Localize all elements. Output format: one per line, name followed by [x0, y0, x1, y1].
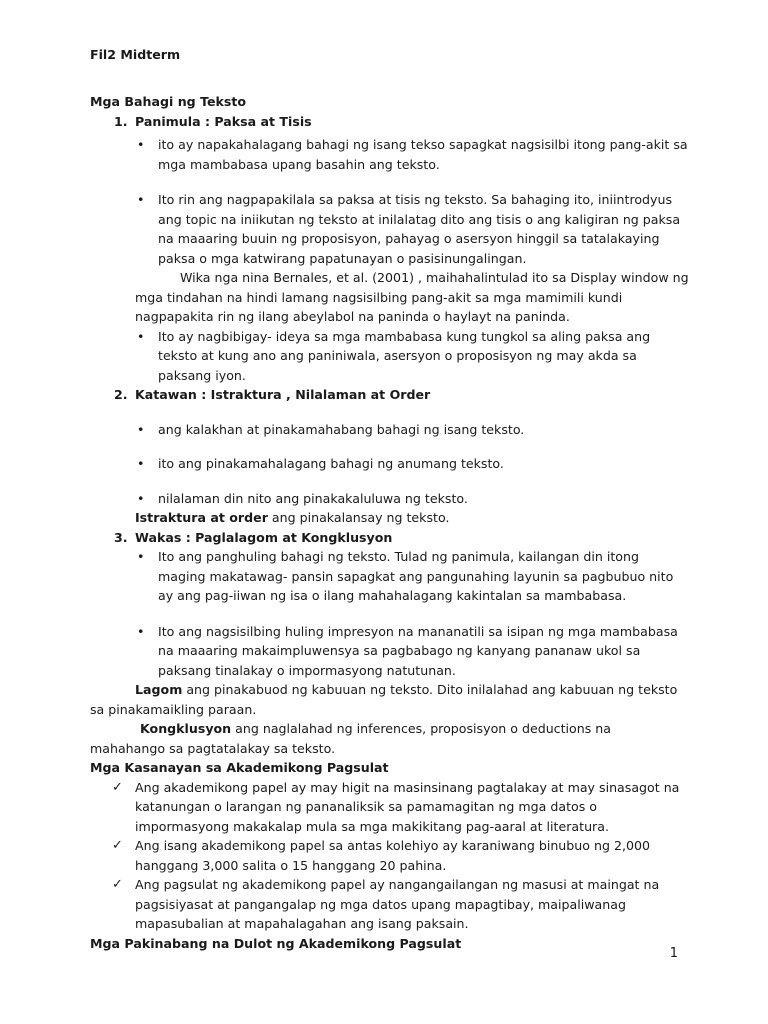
- bullet-text: nilalaman din nito ang pinakakaluluwa ng teksto.: [158, 490, 468, 506]
- term-label: Istraktura at order: [135, 510, 268, 525]
- bullet-item: [90, 489, 690, 509]
- checklist-text: Ang akademikong papel ay may higit na masinsinang pagtalakay at may sinasagot na katanungan o larangan ng pananaliksik sa pamamagitan ng mga datos o impormasyong makakalap mula sa mga makikitang pag-aaral at literatura.: [135, 779, 680, 834]
- section-heading-kasanayan: Mga Kasanayan sa Akademikong Pagsulat: [90, 760, 389, 775]
- bullet-text: ito ay napakahalagang bahagi ng isang tekso sapagkat nagsisilbi itong pang-akit sa mga mambabasa upang basahin ang teksto.: [158, 137, 688, 172]
- bullet-icon: •: [137, 421, 145, 437]
- page-number: 1: [669, 946, 678, 961]
- numbered-item-title: Wakas : Paglalagom at Kongklusyon: [135, 529, 393, 545]
- numbered-item-panimula: [90, 112, 690, 132]
- term-text: ang pinakabuod ng kabuuan ng teksto. Dito inilalahad ang kabuuan ng teksto sa pinakamaikling paraan.: [90, 682, 678, 717]
- term-text: ang naglalahad ng inferences, proposisyon o deductions na mahahango sa pagtatalakay sa teksto.: [90, 721, 611, 756]
- numbered-item-wakas: [90, 528, 690, 548]
- bullet-item: [90, 327, 690, 386]
- numbered-item-title: Katawan : Istraktura , Nilalaman at Order: [135, 387, 431, 402]
- bullet-icon: •: [137, 456, 145, 471]
- document-body: [90, 92, 690, 953]
- bullet-item: [90, 135, 690, 174]
- numbered-item-katawan: [90, 385, 690, 405]
- bullet-icon: •: [137, 192, 145, 207]
- checkmark-icon: ✓: [112, 877, 123, 892]
- bullet-icon: •: [137, 490, 145, 506]
- checklist-item: [90, 836, 690, 875]
- checklist-item: [90, 778, 690, 837]
- bullet-text: Ito ang nagsisilbing huling impresyon na mananatili sa isipan ng mga mambabasa na maaaring makaimpluwensya sa pagbabago ng kanyang pananaw ukol sa paksang tinalakay o impormasyong natutunan.: [158, 623, 678, 678]
- term-label: Kongklusyon: [140, 721, 232, 736]
- checklist-text: Ang pagsulat ng akademikong papel ay nangangailangan ng masusi at maingat na pagsisiyasat at pangangalap ng mga datos upang mapagtibay, maipaliwanag mapasubalian at mapahalagahan ang isang paksain.: [135, 877, 660, 931]
- kongklusyon-paragraph: [90, 719, 690, 758]
- bullet-text: Ito ang panghuling bahagi ng teksto. Tulad ng panimula, kailangan din itong maging makatawag- pansin sapagkat ang pangunahing layunin sa pagbubuo nito ay ang pag-iiwan ng isa o ilang mahahalagang kakintalan sa mambabasa.: [158, 549, 674, 603]
- paragraph-bernales: Wika nga nina Bernales, et al. (2001) , maihahalintulad ito sa Display window ng mga tindahan na hindi lamang nagsisilbing pang-akit sa mga mamimili kundi nagpapakita rin ng ilang abeylabol na paninda o haylayt na paninda.: [135, 270, 689, 324]
- lagom-paragraph: [90, 680, 690, 719]
- bullet-icon: •: [137, 549, 145, 564]
- term-label: Lagom: [135, 682, 183, 697]
- section-heading-bahagi: Mga Bahagi ng Teksto: [90, 94, 247, 109]
- bullet-icon: •: [137, 328, 145, 344]
- term-text: ang pinakalansay ng teksto.: [267, 510, 450, 525]
- bullet-text: Ito ay nagbibigay- ideya sa mga mambabasa kung tungkol sa aling paksa ang teksto at kung ano ang paniniwala, asersyon o proposisyon ng may akda sa paksang iyon.: [158, 328, 651, 383]
- bullet-icon: •: [137, 623, 145, 639]
- list-number: 1.: [114, 113, 128, 129]
- bullet-item: [90, 547, 690, 606]
- bullet-item: [90, 420, 690, 440]
- list-number: 2.: [114, 387, 128, 402]
- bullet-item: [90, 622, 690, 681]
- section-heading-pakinabang: Mga Pakinabang na Dulot ng Akademikong Pagsulat: [90, 935, 462, 951]
- bullet-text: ang kalakhan at pinakamahabang bahagi ng isang teksto.: [158, 421, 525, 437]
- checklist-text: Ang isang akademikong papel sa antas kolehiyo ay karaniwang binubuo ng 2,000 hanggang 3,000 salita o 15 hanggang 20 pahina.: [135, 838, 650, 873]
- bullet-text: ito ang pinakamahalagang bahagi ng anumang teksto.: [158, 456, 504, 471]
- list-number: 3.: [114, 529, 128, 545]
- term-definition: [90, 508, 690, 528]
- bullet-text: Ito rin ang nagpapakilala sa paksa at tisis ng teksto. Sa bahaging ito, iniintrodyus ang topic na iniikutan ng teksto at inilalatag dito ang tisis o ang kaligiran ng paksa na maaaring buuin ng proposisyon, pahayag o asersyon hinggil sa tatalakaying paksa o mga katwirang papatunayan o pasisinungalingan.: [158, 192, 681, 266]
- bullet-item: [90, 454, 690, 474]
- document-title: Fil2 Midterm: [90, 47, 181, 62]
- numbered-item-title: Panimula : Paksa at Tisis: [135, 113, 312, 129]
- checklist-item: [90, 875, 690, 934]
- bullet-item: [90, 190, 690, 268]
- checkmark-icon: ✓: [112, 838, 123, 853]
- checkmark-icon: ✓: [112, 779, 123, 795]
- bullet-icon: •: [137, 137, 145, 152]
